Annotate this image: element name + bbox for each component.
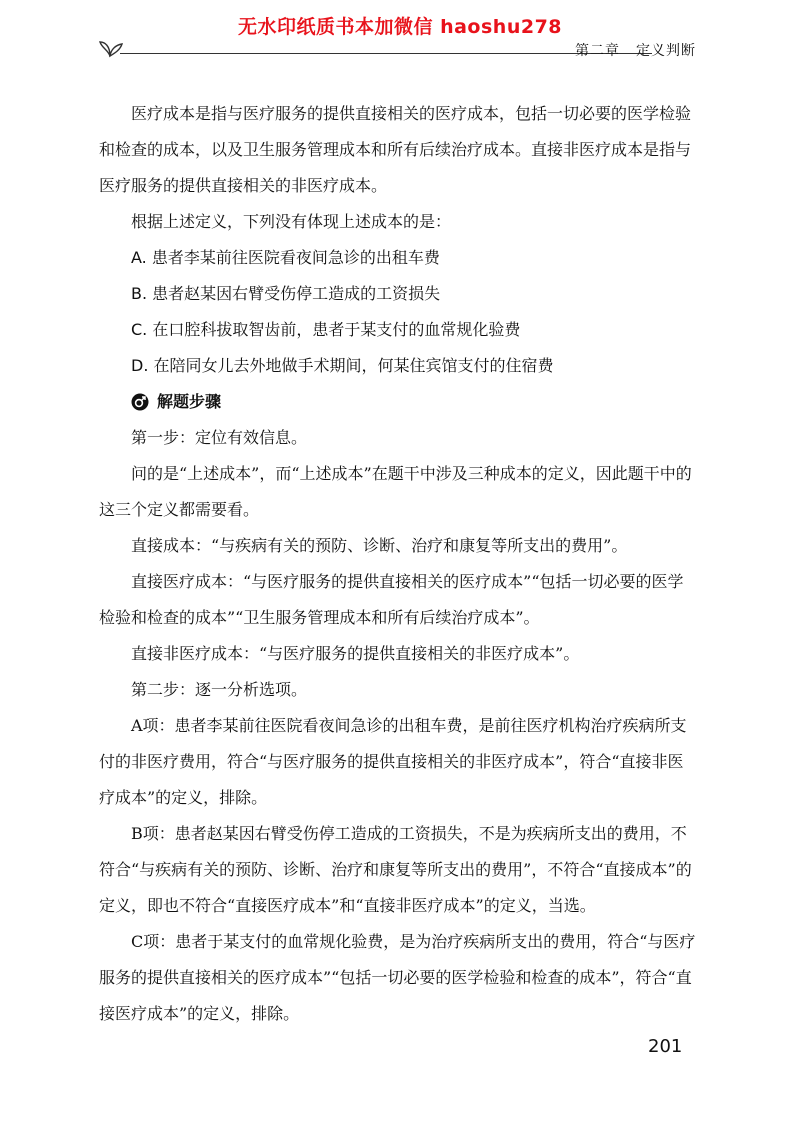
page-content	[99, 96, 699, 1032]
option-c: C. 在口腔科拔取智齿前，患者于某支付的血常规化验费	[131, 320, 521, 339]
analysis-c: C项：患者于某支付的血常规化验费，是为治疗疾病所支出的费用，符合“与医疗服务的提供直接相关的医疗成本”“包括一切必要的医学检验和检查的成本”，符合“直接医疗成本”的定义，排除。	[99, 932, 696, 1023]
header-rule	[120, 53, 652, 54]
solution-heading	[99, 384, 699, 420]
analysis-b: B项：患者赵某因右臂受伤停工造成的工资损失，不是为疾病所支出的费用，不符合“与疾病有关的预防、诊断、治疗和康复等所支出的费用”，不符合“直接成本”的定义，即也不符合“直接医疗成本”和“直接非医疗成本”的定义，当选。	[99, 824, 692, 915]
page-header	[98, 36, 698, 66]
gear-icon	[131, 393, 149, 411]
watermark-text: 无水印纸质书本加微信 haoshu278	[237, 16, 563, 38]
question-definition: 医疗成本是指与医疗服务的提供直接相关的医疗成本，包括一切必要的医学检验和检查的成本，以及卫生服务管理成本和所有后续治疗成本。直接非医疗成本是指与医疗服务的提供直接相关的非医疗成本。	[99, 104, 692, 195]
step-two: 第二步：逐一分析选项。	[131, 680, 308, 699]
leaf-icon	[98, 36, 124, 60]
step-one: 第一步：定位有效信息。	[131, 428, 308, 447]
section-name: 定义判断	[636, 43, 696, 59]
chapter-number: 第二章	[575, 43, 620, 59]
option-d: D. 在陪同女儿去外地做手术期间，何某住宾馆支付的住宿费	[131, 356, 554, 375]
analysis-a: A项：患者李某前往医院看夜间急诊的出租车费，是前往医疗机构治疗疾病所支付的非医疗费用，符合“与医疗服务的提供直接相关的非医疗成本”，符合“直接非医疗成本”的定义，排除。	[99, 716, 687, 807]
direct-medical-cost-definition: 直接医疗成本：“与医疗服务的提供直接相关的医疗成本”“包括一切必要的医学检验和检查的成本”“卫生服务管理成本和所有后续治疗成本”。	[99, 572, 684, 627]
direct-non-medical-cost-definition: 直接非医疗成本：“与医疗服务的提供直接相关的非医疗成本”。	[131, 644, 580, 663]
question-stem: 根据上述定义，下列没有体现上述成本的是：	[131, 212, 452, 231]
option-b: B. 患者赵某因右臂受伤停工造成的工资损失	[131, 284, 441, 303]
solution-title: 解题步骤	[157, 392, 222, 411]
chapter-title	[575, 40, 696, 60]
page-number: 201	[648, 1036, 683, 1057]
direct-cost-definition: 直接成本：“与疾病有关的预防、诊断、治疗和康复等所支出的费用”。	[131, 536, 628, 555]
option-a: A. 患者李某前往医院看夜间急诊的出租车费	[131, 248, 440, 267]
solution-paragraph-1: 问的是“上述成本”，而“上述成本”在题干中涉及三种成本的定义，因此题干中的这三个定义都需要看。	[99, 464, 692, 519]
